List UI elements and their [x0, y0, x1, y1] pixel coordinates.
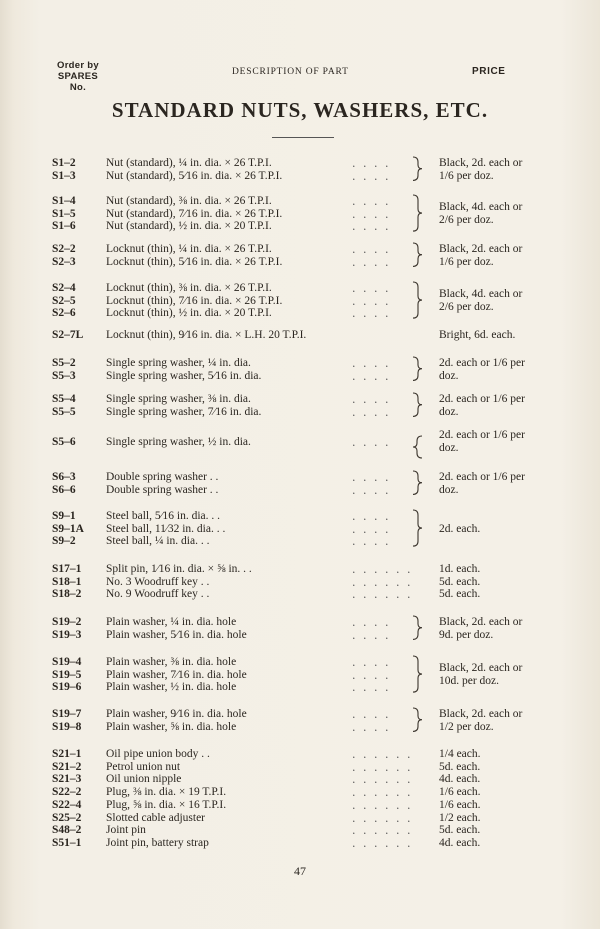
part-description: Single spring washer, ¼ in. dia.	[106, 357, 251, 369]
part-price: 4d. each.	[439, 773, 481, 786]
part-description: No. 3 Woodruff key . .	[106, 575, 210, 588]
group-price: doz.	[439, 483, 459, 496]
leader-dots: . . . .	[352, 220, 391, 234]
group-price: Black, 2d. each or	[439, 156, 523, 169]
part-number: S9–1A	[52, 522, 84, 535]
part-description: Nut (standard), 7⁄16 in. dia. × 26 T.P.I.	[106, 207, 283, 220]
group-price: Black, 2d. each or	[439, 662, 523, 675]
part-number: S1–6	[52, 220, 76, 233]
group-price: 2/6 per doz.	[439, 301, 494, 314]
leader-dots: . . . .	[352, 294, 391, 308]
part-number: S1–4	[52, 195, 76, 207]
part-description: Oil pipe union body . .	[106, 748, 210, 760]
right-brace	[410, 356, 428, 381]
part-description: Locknut (thin), ¼ in. dia. × 26 T.P.I.	[106, 243, 272, 255]
part-price: 1/2 each.	[439, 811, 481, 824]
leader-dots: . . . .	[352, 471, 391, 484]
right-brace	[410, 194, 428, 232]
part-number: S18–2	[52, 588, 82, 601]
leader-dots: . . . . . .	[352, 588, 413, 602]
part-description: Single spring washer, 7⁄16 in. dia.	[106, 405, 262, 418]
part-number: S5–5	[52, 405, 76, 418]
part-description: Locknut (thin), 7⁄16 in. dia. × 26 T.P.I.	[106, 294, 283, 307]
header-order-by: Order by	[57, 60, 99, 71]
part-number: S1–2	[52, 157, 76, 169]
part-number: S1–5	[52, 207, 76, 220]
leader-dots: . . . .	[352, 656, 391, 669]
group-price: 1/6 per doz.	[439, 169, 494, 182]
part-description: Double spring washer . .	[106, 483, 219, 496]
right-brace	[410, 242, 428, 267]
part-number: S5–6	[52, 436, 76, 448]
group-price: 1/2 per doz.	[439, 720, 494, 733]
leader-dots: . . . .	[352, 628, 391, 642]
part-description: Locknut (thin), ½ in. dia. × 20 T.P.I.	[106, 307, 272, 320]
group-price: Black, 4d. each or	[439, 288, 523, 301]
leader-dots: . . . .	[352, 681, 391, 695]
part-number: S48–2	[52, 824, 82, 837]
part-number: S21–3	[52, 773, 82, 786]
group-price: doz.	[439, 369, 459, 382]
description-of-part-header: DESCRIPTION OF PART	[232, 67, 349, 77]
group-price: 2d. each.	[439, 522, 481, 535]
part-description: Plain washer, 5⁄16 in. dia. hole	[106, 628, 247, 641]
part-price: 4d. each.	[439, 836, 481, 849]
part-description: Plain washer, 9⁄16 in. dia. hole	[106, 708, 247, 720]
leader-dots: . . . .	[352, 510, 391, 523]
leader-dots: . . . .	[352, 282, 391, 295]
leader-dots: . . . .	[352, 255, 391, 269]
group-price: 2d. each or 1/6 per	[439, 356, 525, 369]
leader-dots: . . . .	[352, 616, 391, 629]
leader-dots: . . . .	[352, 207, 391, 221]
part-description: Oil union nipple	[106, 773, 182, 786]
group-price: doz.	[439, 405, 459, 418]
group-price: 2d. each or 1/6 per	[439, 429, 525, 442]
left-brace	[410, 435, 428, 459]
part-number: S19–4	[52, 656, 82, 668]
part-number: S5–3	[52, 369, 76, 382]
leader-dots: . . . . . .	[352, 760, 413, 774]
part-number: S21–2	[52, 760, 82, 773]
part-description: Plug, ⅜ in. dia. × 19 T.P.I.	[106, 786, 227, 799]
part-description: Nut (standard), 5⁄16 in. dia. × 26 T.P.I.	[106, 169, 283, 182]
right-brace	[410, 655, 428, 693]
leader-dots: . . . .	[352, 405, 391, 419]
right-brace	[410, 281, 428, 319]
part-description: Single spring washer, 5⁄16 in. dia.	[106, 369, 262, 382]
group-price: Black, 2d. each or	[439, 242, 523, 255]
group-price: 10d. per doz.	[439, 675, 500, 688]
leader-dots: . . . .	[352, 195, 391, 208]
part-number: S19–6	[52, 681, 82, 694]
part-price: 5d. each.	[439, 588, 481, 601]
leader-dots: . . . .	[352, 157, 391, 170]
part-number: S25–2	[52, 811, 82, 824]
header-spares: SPARES	[57, 71, 99, 82]
leader-dots: . . . .	[352, 436, 391, 449]
part-number: S6–3	[52, 471, 76, 483]
part-description: Single spring washer, ½ in. dia.	[106, 436, 251, 448]
leader-dots: . . . .	[352, 708, 391, 721]
part-description: Plain washer, ⅝ in. dia. hole	[106, 720, 237, 733]
part-number: S19–3	[52, 628, 82, 641]
group-price: Black, 2d. each or	[439, 707, 523, 720]
part-number: S19–8	[52, 720, 82, 733]
leader-dots: . . . . . .	[352, 824, 413, 838]
group-price: 2/6 per doz.	[439, 214, 494, 227]
part-number: S19–7	[52, 708, 82, 720]
price-header: PRICE	[472, 66, 506, 77]
part-number: S2–2	[52, 243, 76, 255]
part-description: Plain washer, ¼ in. dia. hole	[106, 616, 237, 628]
leader-dots: . . . . . .	[352, 811, 413, 825]
leader-dots: . . . .	[352, 522, 391, 536]
group-price: Black, 2d. each or	[439, 615, 523, 628]
part-description: Nut (standard), ¼ in. dia. × 26 T.P.I.	[106, 157, 272, 169]
leader-dots: . . . .	[352, 393, 391, 406]
leader-dots: . . . .	[352, 369, 391, 383]
leader-dots: . . . . . .	[352, 563, 413, 576]
part-number: S51–1	[52, 836, 82, 849]
part-description: Locknut (thin), 9⁄16 in. dia. × L.H. 20 T.P.I.	[106, 329, 307, 341]
part-number: S2–5	[52, 294, 76, 307]
part-description: Joint pin	[106, 824, 146, 837]
part-price: 1/4 each.	[439, 748, 481, 760]
title-rule	[272, 137, 334, 138]
leader-dots: . . . .	[352, 668, 391, 682]
part-number: S22–2	[52, 786, 82, 799]
leader-dots: . . . .	[352, 243, 391, 256]
group-price: doz.	[439, 442, 459, 455]
right-brace	[410, 615, 428, 640]
part-price: 5d. each.	[439, 824, 481, 837]
part-number: S5–2	[52, 357, 76, 369]
part-number: S17–1	[52, 563, 82, 575]
part-price: 1/6 each.	[439, 798, 481, 811]
part-number: S19–2	[52, 616, 82, 628]
leader-dots: . . . . . .	[352, 836, 413, 850]
part-number: S2–4	[52, 282, 76, 294]
leader-dots: . . . .	[352, 307, 391, 321]
part-number: S2–7L	[52, 329, 84, 341]
part-number: S19–5	[52, 668, 82, 681]
part-number: S9–1	[52, 510, 76, 522]
part-description: Double spring washer . .	[106, 471, 219, 483]
leader-dots: . . . . . .	[352, 798, 413, 812]
part-description: Nut (standard), ⅜ in. dia. × 26 T.P.I.	[106, 195, 272, 207]
part-description: Split pin, 1⁄16 in. dia. × ⅝ in. . .	[106, 563, 252, 575]
part-description: Slotted cable adjuster	[106, 811, 205, 824]
part-description: Nut (standard), ½ in. dia. × 20 T.P.I.	[106, 220, 272, 233]
page-number: 47	[294, 864, 306, 878]
part-description: Plain washer, 7⁄16 in. dia. hole	[106, 668, 247, 681]
part-description: Petrol union nut	[106, 760, 181, 773]
part-description: Locknut (thin), ⅜ in. dia. × 26 T.P.I.	[106, 282, 272, 294]
leader-dots: . . . .	[352, 357, 391, 370]
group-price: 1/6 per doz.	[439, 255, 494, 268]
group-price: 2d. each or 1/6 per	[439, 470, 525, 483]
part-number: S6–6	[52, 483, 76, 496]
order-by-spares-no-header	[50, 60, 106, 93]
part-description: Locknut (thin), 5⁄16 in. dia. × 26 T.P.I.	[106, 255, 283, 268]
group-price: Bright, 6d. each.	[439, 328, 516, 341]
part-number: S9–2	[52, 535, 76, 548]
leader-dots: . . . . . .	[352, 786, 413, 800]
group-price: Black, 4d. each or	[439, 201, 523, 214]
leader-dots: . . . .	[352, 535, 391, 549]
group-price: 2d. each or 1/6 per	[439, 392, 525, 405]
part-number: S5–4	[52, 393, 76, 405]
part-description: Single spring washer, ⅜ in. dia.	[106, 393, 251, 405]
part-price: 1d. each.	[439, 563, 481, 575]
part-number: S2–3	[52, 255, 76, 268]
part-number: S18–1	[52, 575, 82, 588]
header-no: No.	[69, 82, 87, 93]
part-description: Joint pin, battery strap	[106, 836, 209, 849]
part-description: Steel ball, 11⁄32 in. dia. . .	[106, 522, 226, 535]
right-brace	[410, 392, 428, 417]
right-brace	[410, 470, 428, 495]
part-number: S21–1	[52, 748, 82, 760]
part-description: Plain washer, ½ in. dia. hole	[106, 681, 237, 694]
group-price: 9d. per doz.	[439, 628, 494, 641]
part-number: S22–4	[52, 798, 82, 811]
right-brace	[410, 509, 428, 547]
part-description: Steel ball, ¼ in. dia. . .	[106, 535, 210, 548]
leader-dots: . . . . . .	[352, 748, 413, 761]
part-description: No. 9 Woodruff key . .	[106, 588, 210, 601]
part-number: S2–6	[52, 307, 76, 320]
leader-dots: . . . . . .	[352, 773, 413, 787]
part-price: 5d. each.	[439, 575, 481, 588]
part-description: Plain washer, ⅜ in. dia. hole	[106, 656, 237, 668]
right-brace	[410, 156, 428, 181]
part-price: 5d. each.	[439, 760, 481, 773]
part-description: Plug, ⅝ in. dia. × 16 T.P.I.	[106, 798, 227, 811]
leader-dots: . . . .	[352, 169, 391, 183]
leader-dots: . . . . . .	[352, 575, 413, 589]
right-brace	[410, 707, 428, 732]
leader-dots: . . . .	[352, 483, 391, 497]
part-description: Steel ball, 5⁄16 in. dia. . .	[106, 510, 221, 522]
leader-dots: . . . .	[352, 720, 391, 734]
page-title: STANDARD NUTS, WASHERS, ETC.	[111, 98, 489, 122]
part-price: 1/6 each.	[439, 786, 481, 799]
part-number: S1–3	[52, 169, 76, 182]
